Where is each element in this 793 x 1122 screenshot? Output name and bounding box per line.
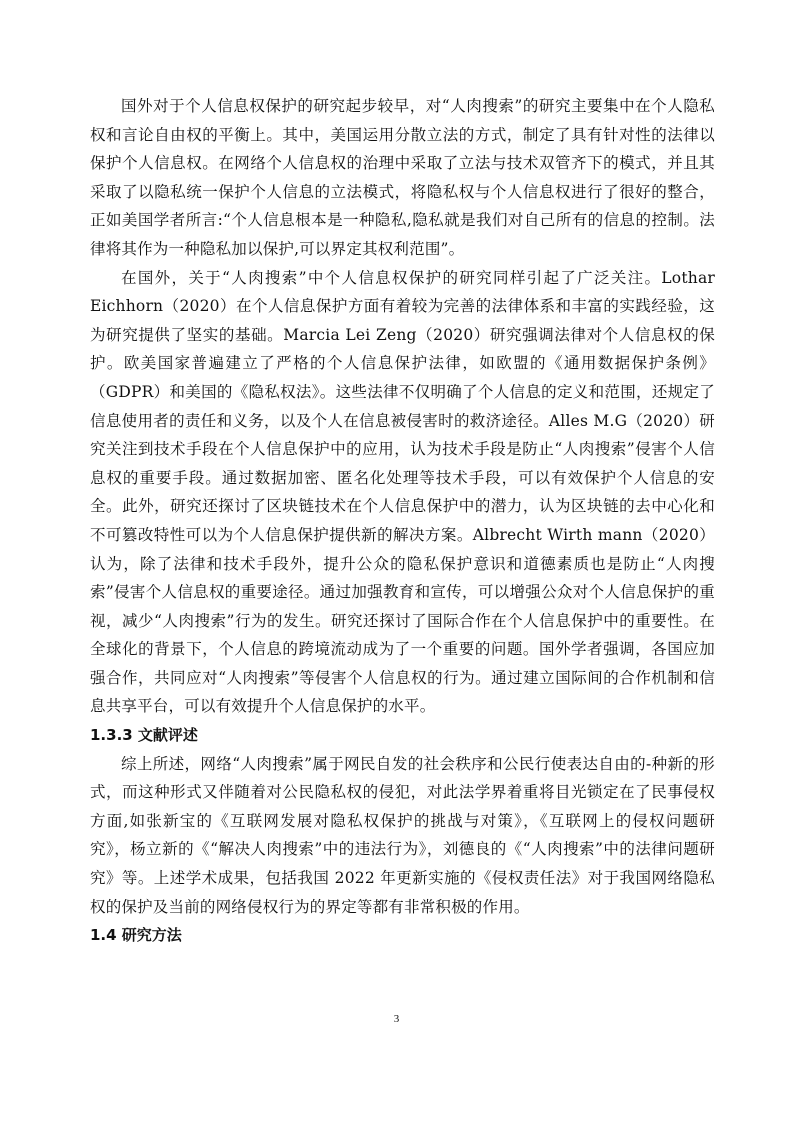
paragraph-literature-review: 综上所述，网络“人肉搜索”属于网民自发的社会秩序和公民行使表达自由的-种新的形式，而这种形式又伴随着对公民隐私权的侵犯，对此法学界着重将目光锁定在了民事侵权方面,如张新宝的《互联网发展对隐私权保护的挑战与对策》，《互联网上的侵权问题研究》，杨立新的《“解决人肉搜索”中的违法行为》，刘德良的《“人肉搜索”中的法律问题研究》等。上述学术成果，包括我国 2022 年更新实施的《侵权责任法》对于我国网络隐私权的保护及当前的网络侵权行为的界定等都有非常积极的作用。 (90, 754, 715, 916)
page-number: 3 (393, 1013, 400, 1025)
paragraph-foreign-research-detail: 在国外，关于“人肉搜索”中个人信息权保护的研究同样引起了广泛关注。Lothar Eichhorn（2020）在个人信息保护方面有着较为完善的法律体系和丰富的实践经验，这为研究提供了坚实的基础。Marcia Lei Zeng（2020）研究强调法律对个人信息权的保护。欧美国家普遍建立了严格的个人信息保护法律，如欧盟的《通用数据保护条例》（GDPR）和美国的《隐私权法》。这些法律不仅明确了个人信息的定义和范围，还规定了信息使用者的责任和义务，以及个人在信息被侵害时的救济途径。Alles M.G（2020）研究关注到技术手段在个人信息保护中的应用，认为技术手段是防止“人肉搜索”侵害个人信息权的重要手段。通过数据加密、匿名化处理等技术手段，可以有效保护个人信息的安全。此外，研究还探讨了区块链技术在个人信息保护中的潜力，认为区块链的去中心化和不可篡改特性可以为个人信息保护提供新的解决方案。Albrecht Wirth mann（2020）认为，除了法律和技术手段外，提升公众的隐私保护意识和道德素质也是防止“人肉搜索”侵害个人信息权的重要途径。通过加强教育和宣传，可以增强公众对个人信息保护的重视，减少“人肉搜索”行为的发生。研究还探讨了国际合作在个人信息保护中的重要性。在全球化的背景下，个人信息的跨境流动成为了一个重要的问题。国外学者强调，各国应加强合作，共同应对“人肉搜索”等侵害个人信息权的行为。通过建立国际间的合作机制和信息共享平台，可以有效提升个人信息保护的水平。 (90, 268, 715, 716)
paragraph-foreign-research-intro: 国外对于个人信息权保护的研究起步较早，对“人肉搜索”的研究主要集中在个人隐私权和言论自由权的平衡上。其中，美国运用分散立法的方式，制定了具有针对性的法律以保护个人信息权。在网络个人信息权的治理中采取了立法与技术双管齐下的模式，并且其采取了以隐私统一保护个人信息的立法模式，将隐私权与个人信息权进行了很好的整合，正如美国学者所言:“个人信息根本是一种隐私,隐私就是我们对自己所有的信息的控制。法律将其作为一种隐私加以保护,可以界定其权利范围”。 (90, 97, 715, 258)
section-heading-literature-review: 1.3.3 文献评述 (90, 726, 198, 745)
section-heading-research-methods: 1.4 研究方法 (90, 926, 182, 945)
page-body (90, 92, 715, 950)
